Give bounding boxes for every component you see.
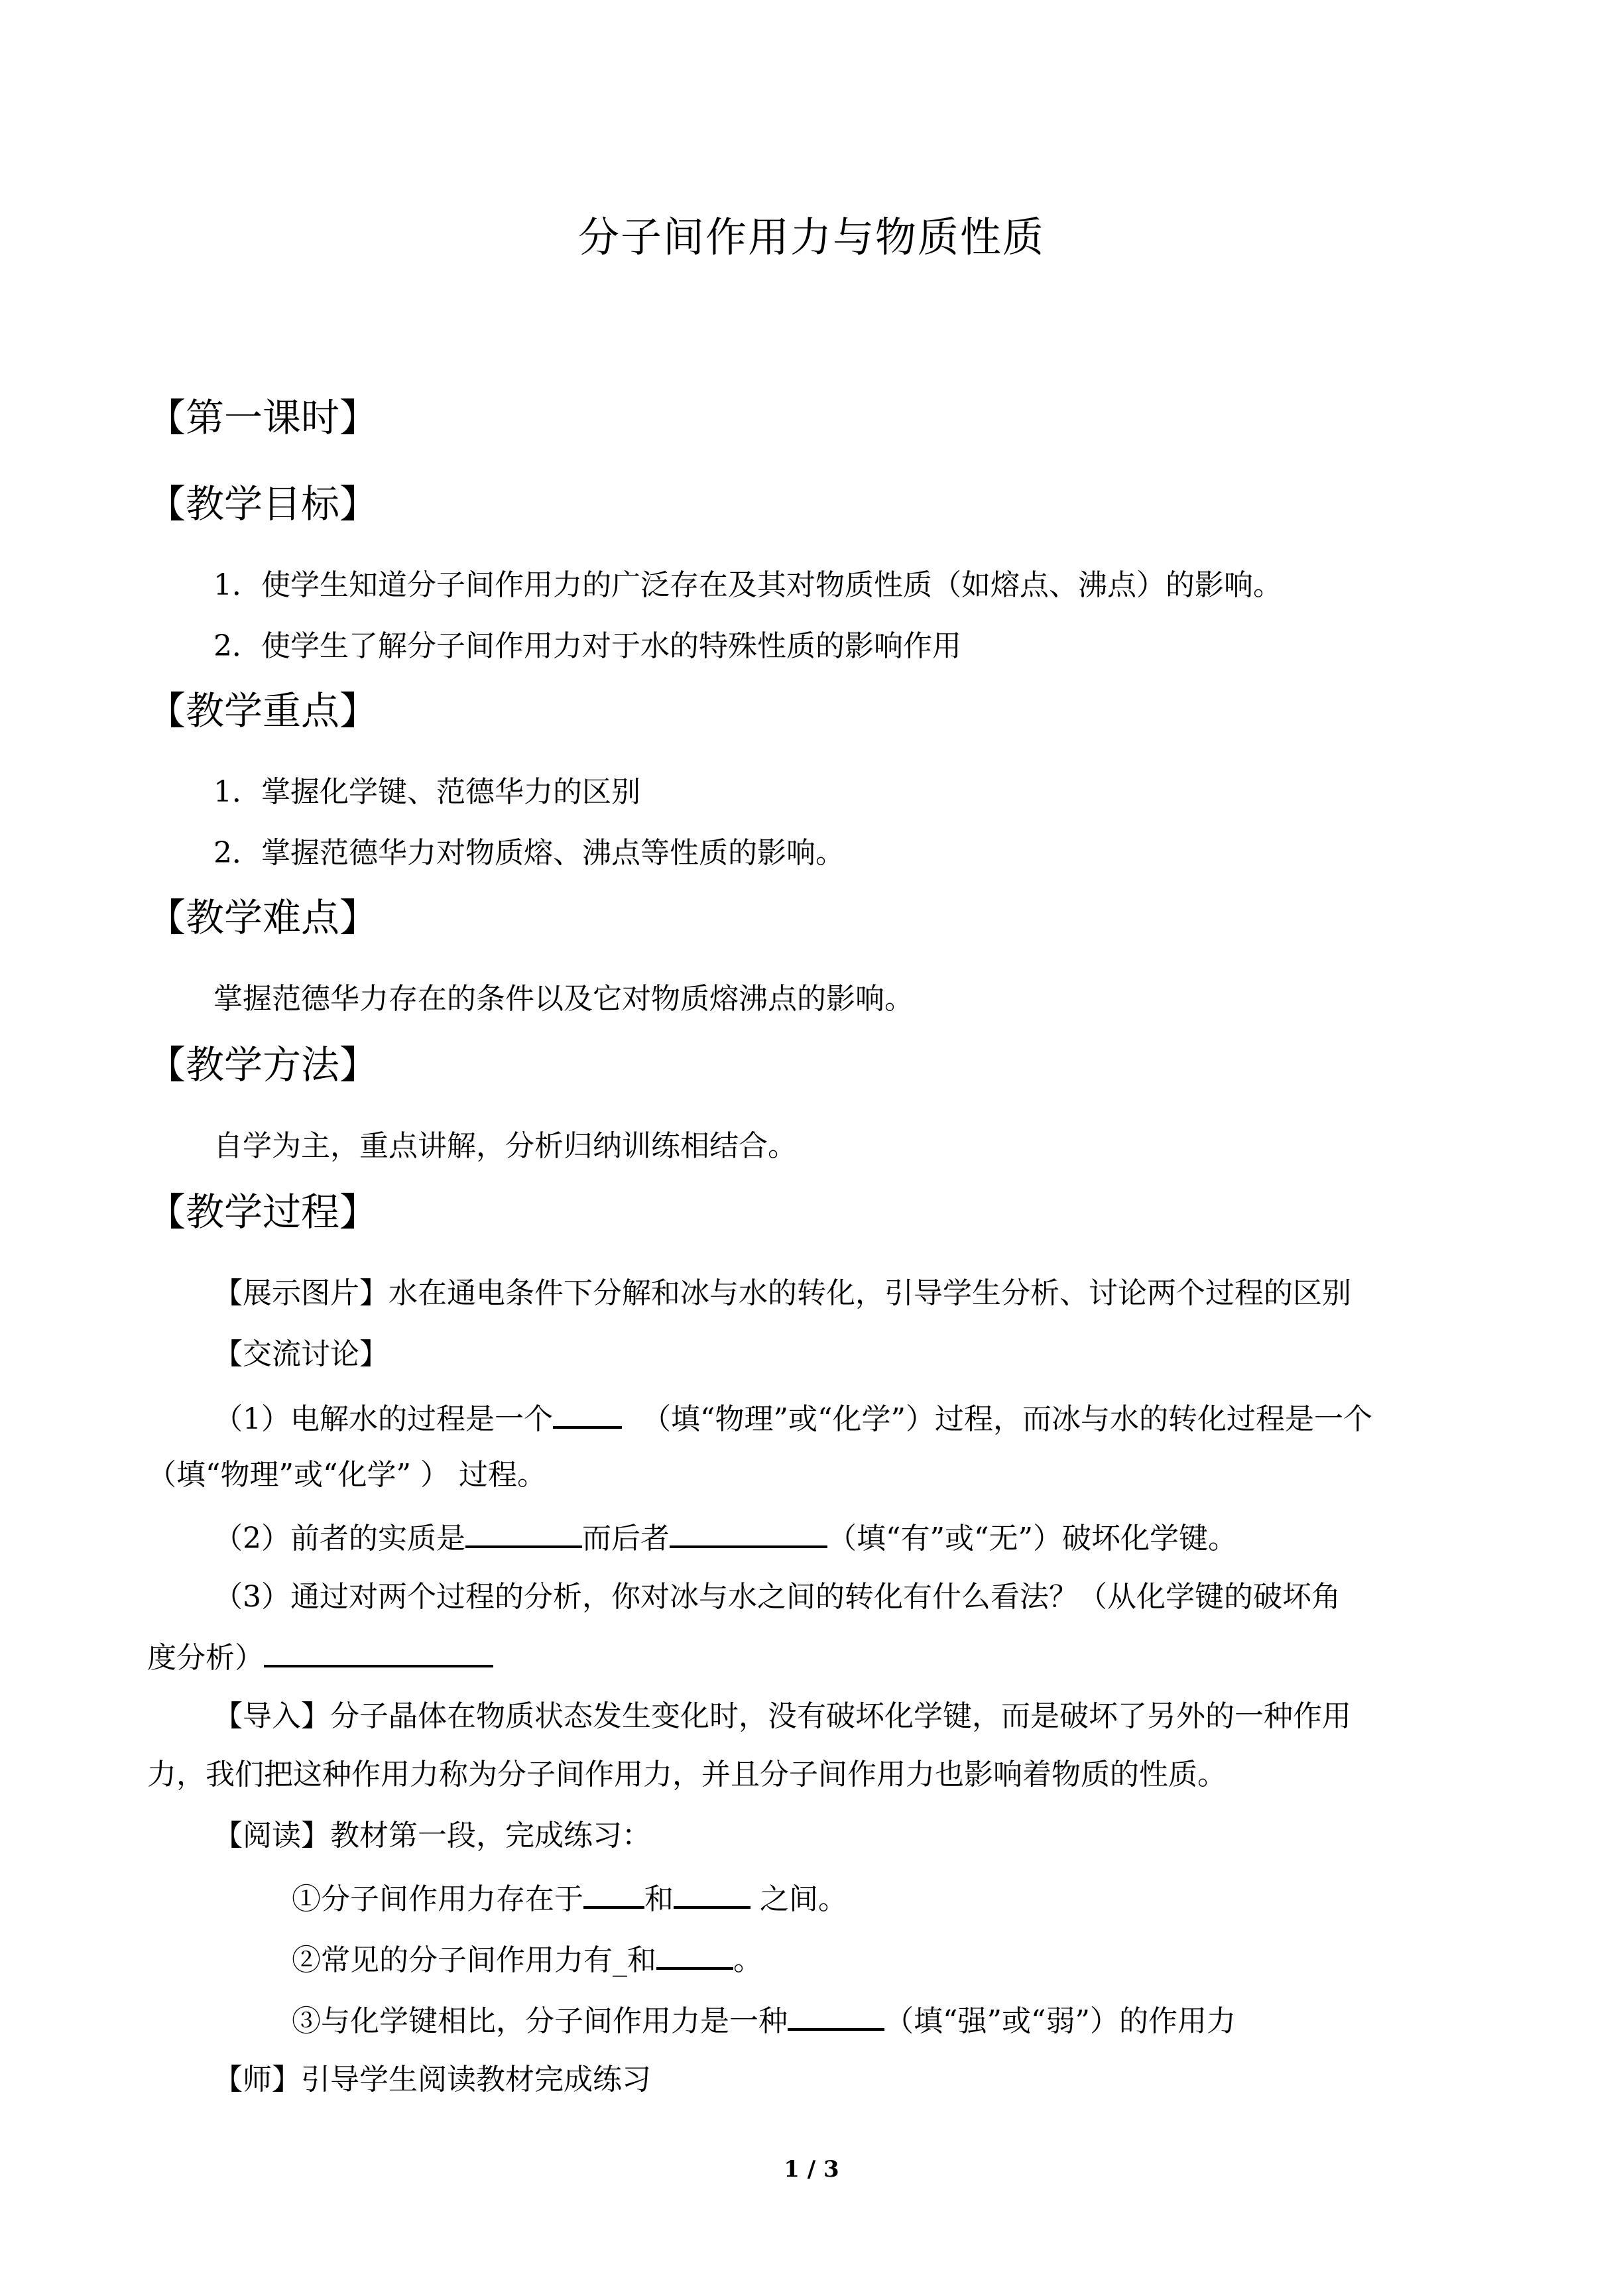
question-2-text-c: （填“有”或“无”）破坏化学键。: [827, 1522, 1237, 1555]
exercise-2: [292, 1938, 762, 1980]
question-1-text-a: （1）电解水的过程是一个: [213, 1402, 553, 1436]
process-discuss-label: 【交流讨论】: [213, 1337, 389, 1371]
exercise-1-text-b: 和: [644, 1882, 674, 1916]
question-3-text-b: 度分析）: [147, 1641, 264, 1675]
teacher-note: 【师】引导学生阅读教材完成练习: [213, 2063, 651, 2096]
exercise-3-text-b: （填“强”或“弱”）的作用力: [884, 2004, 1236, 2038]
heading-methods: 【教学方法】: [147, 1042, 379, 1087]
answer-blank: [583, 1877, 644, 1909]
exercise-3: [292, 1999, 1236, 2041]
keypoint-item-1: 1．掌握化学键、范德华力的区别: [213, 775, 640, 809]
exercise-1-text-c: 之间。: [751, 1882, 847, 1916]
goal-item-2: 2．使学生了解分子间作用力对于水的特殊性质的影响作用: [213, 629, 961, 663]
question-3-line-2: [147, 1636, 493, 1678]
goal-item-1: 1．使学生知道分子间作用力的广泛存在及其对物质性质（如熔点、沸点）的影响。: [213, 568, 1282, 602]
exercise-2-text-a: ②常见的分子间作用力有_和: [292, 1943, 656, 1977]
exercise-2-text-b: 。: [733, 1943, 762, 1977]
question-2-text-a: （2）前者的实质是: [213, 1522, 465, 1555]
answer-blank: [553, 1397, 622, 1429]
difficulty-text: 掌握范德华力存在的条件以及它对物质熔沸点的影响。: [213, 982, 914, 1016]
heading-lesson: 【第一课时】: [147, 395, 379, 440]
exercise-1: [292, 1877, 847, 1919]
intro-text-a: 【导入】分子晶体在物质状态发生变化时，没有破坏化学键，而是破坏了另外的一种作用: [213, 1699, 1351, 1733]
heading-goals: 【教学目标】: [147, 481, 379, 526]
methods-text: 自学为主，重点讲解，分析归纳训练相结合。: [213, 1129, 797, 1163]
answer-blank: [788, 1999, 884, 2031]
read-label: 【阅读】教材第一段，完成练习：: [213, 1819, 651, 1852]
exercise-1-text-a: ①分子间作用力存在于: [292, 1882, 583, 1916]
keypoint-item-2: 2．掌握范德华力对物质熔、沸点等性质的影响。: [213, 836, 845, 870]
page-title: 分子间作用力与物质性质: [577, 213, 1045, 261]
heading-difficulties: 【教学难点】: [147, 895, 379, 940]
question-1-text-b: （填“物理”或“化学”）过程，而冰与水的转化过程是一个: [642, 1402, 1372, 1436]
answer-blank: [656, 1938, 733, 1970]
answer-blank: [465, 1516, 582, 1548]
intro-text-b: 力，我们把这种作用力称为分子间作用力，并且分子间作用力也影响着物质的性质。: [147, 1758, 1227, 1791]
question-2-line: [213, 1516, 1237, 1559]
answer-blank: [670, 1516, 827, 1548]
heading-keypoints: 【教学重点】: [147, 688, 379, 733]
question-1-line-1: [213, 1397, 1372, 1439]
answer-blank: [264, 1636, 493, 1667]
question-2-text-b: 而后者: [582, 1522, 670, 1555]
question-3-text-a: （3）通过对两个过程的分析，你对冰与水之间的转化有什么看法？（从化学键的破坏角: [213, 1580, 1341, 1614]
question-1-text-c: （填“物理”或“化学” ） 过程。: [147, 1458, 546, 1492]
page-number: 1 / 3: [784, 2156, 839, 2183]
answer-blank: [674, 1877, 751, 1909]
process-show-pictures: 【展示图片】水在通电条件下分解和冰与水的转化，引导学生分析、讨论两个过程的区别: [213, 1276, 1351, 1310]
exercise-3-text-a: ③与化学键相比，分子间作用力是一种: [292, 2004, 788, 2038]
heading-process: 【教学过程】: [147, 1189, 379, 1235]
